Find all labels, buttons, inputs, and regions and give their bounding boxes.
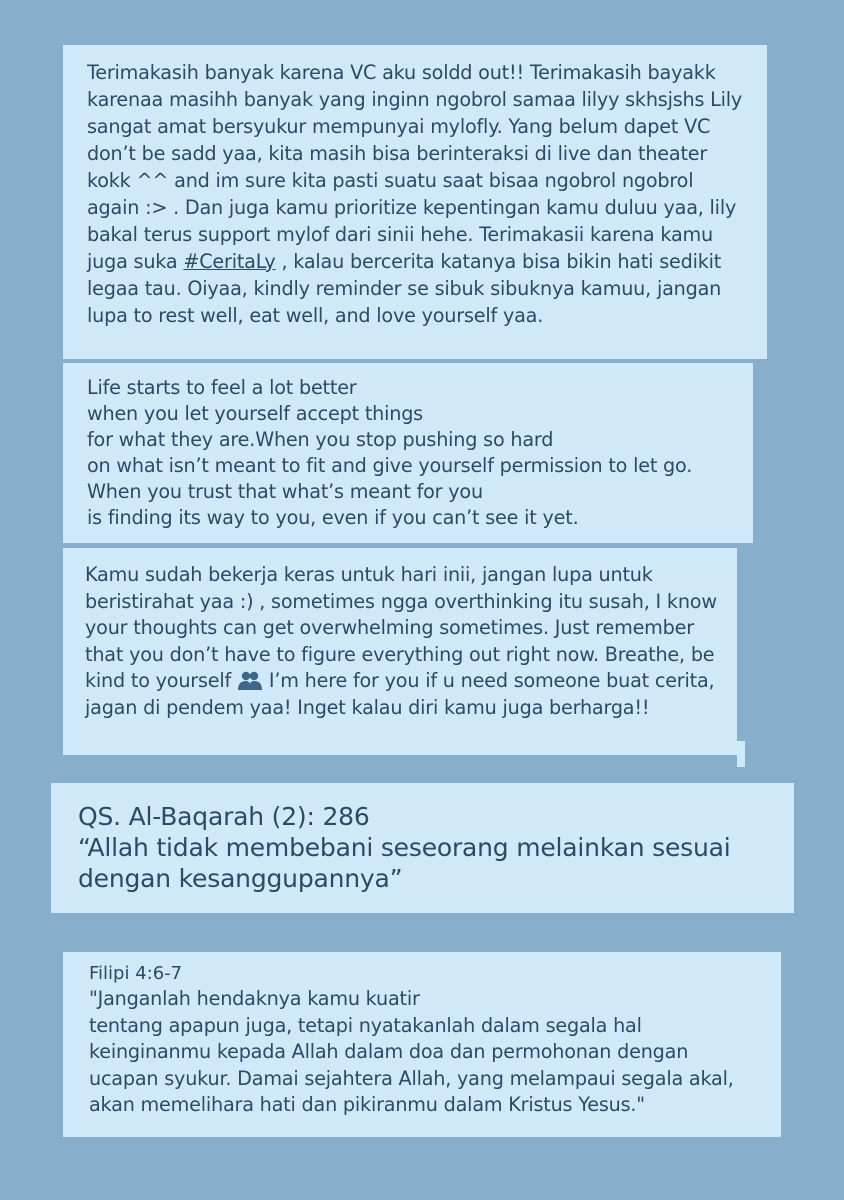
note-text-part: Kamu sudah bekerja keras untuk hari inii, jangan lupa untuk beristirahat yaa :) , sometimes ngga overthinking itu susah, I know your thoughts can get overwhelming sometimes. Just remember that you don’t have to figure everything out right now. Breathe, be kind to yourself (85, 563, 717, 693)
verse-reference: QS. Al-Baqarah (2): 286 (78, 802, 370, 831)
verse-reference: Filipi 4:6-7 (89, 963, 183, 984)
note-text (87, 59, 745, 329)
note-card-bible-verse (63, 952, 781, 1137)
note-card-life-quote (63, 363, 753, 543)
quote-line: when you let yourself accept things (87, 402, 423, 425)
card-edge-tick (737, 741, 745, 767)
note-text-part: Terimakasih banyak karena VC aku soldd out!! Terimakasih bayakk karenaa masihh banyak yang inginn ngobrol samaa lilyy skhsjshs Lily sangat amat bersyukur mempunyai mylofly. Yang belum dapet VC don’t be sadd yaa, kita masih bisa berinteraksi di live dan theater kokk ^^ and im sure kita pasti suatu saat bisaa ngobrol ngobrol again :> . Dan juga kamu prioritize kepentingan kamu duluu yaa, lily bakal terus support mylof dari sinii hehe. Terimakasii karena kamu juga suka (87, 61, 743, 273)
quote-line: is finding its way to you, even if you can’t see it yet. (87, 506, 579, 529)
quote-line: on what isn’t meant to fit and give yourself permission to let go. (87, 454, 693, 477)
note-text-part: , kalau bercerita katanya bisa bikin hati sedikit legaa tau. Oiyaa, kindly reminder se sibuk sibuknya kamuu, jangan lupa to rest well, eat well, and love yourself yaa. (87, 250, 722, 327)
quote-line: When you trust that what’s meant for you (87, 480, 483, 503)
note-card-rest-reminder (63, 548, 737, 755)
verse-text: tentang apapun juga, tetapi nyatakanlah dalam segala hal keinginanmu kepada Allah dalam doa dan permohonan dengan ucapan syukur. Damai sejahtera Allah, yang melampaui segala akal, akan memelihara hati dan pikiranmu dalam Kristus Yesus." (89, 1013, 734, 1116)
verse-line: "Janganlah hendaknya kamu kuatir (89, 987, 420, 1010)
note-card-quran-verse (51, 783, 794, 913)
note-card-vc-thanks (63, 45, 767, 359)
hugging-people-icon (237, 670, 263, 690)
quote-line: for what they are.When you stop pushing so hard (87, 428, 554, 451)
quote-line: Life starts to feel a lot better (87, 376, 357, 399)
note-text (85, 562, 719, 722)
verse-quote: “Allah tidak membebani seseorang melainkan sesuai dengan kesanggupannya” (78, 833, 731, 893)
note-text-part: I’m here for you if u need someone buat cerita, jagan di pendem yaa! Inget kalau diri kamu juga berharga!! (85, 669, 715, 719)
hashtag-link[interactable]: #CeritaLy (183, 250, 276, 273)
